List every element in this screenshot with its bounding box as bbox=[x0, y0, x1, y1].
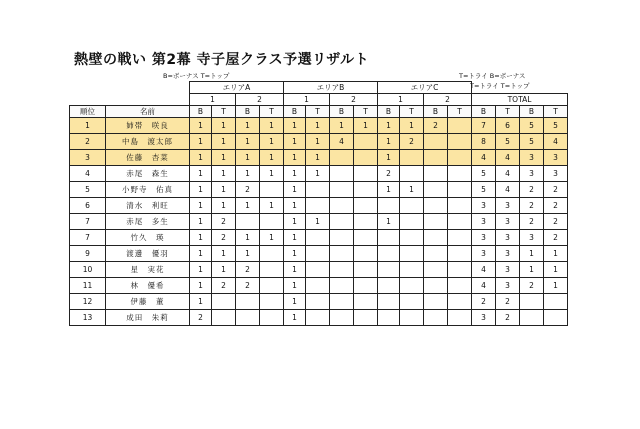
area-a-score-cell: 2 bbox=[236, 182, 260, 198]
area-c-score-cell bbox=[448, 278, 472, 294]
area-b-score-cell bbox=[354, 262, 378, 278]
area-a-score-cell: 1 bbox=[212, 134, 236, 150]
area-a-score-cell: 1 bbox=[190, 230, 212, 246]
area-a-score-cell bbox=[260, 310, 284, 326]
area-c-score-cell bbox=[400, 198, 424, 214]
area-c-score-cell bbox=[448, 134, 472, 150]
bt-header: B bbox=[424, 106, 448, 118]
area-a-score-cell: 1 bbox=[236, 150, 260, 166]
area-c-score-cell bbox=[448, 214, 472, 230]
area-c-score-cell bbox=[424, 230, 448, 246]
total-bt-header: B bbox=[520, 106, 544, 118]
rank-cell: 2 bbox=[70, 134, 106, 150]
area-a-score-cell: 1 bbox=[190, 278, 212, 294]
area-c-score-cell bbox=[448, 294, 472, 310]
rank-cell: 6 bbox=[70, 198, 106, 214]
area-a-score-cell: 1 bbox=[190, 246, 212, 262]
name-cell: 赤尾 森生 bbox=[106, 166, 190, 182]
total-header: TOTAL bbox=[472, 94, 568, 106]
area-b-score-cell bbox=[354, 214, 378, 230]
total-score-cell: 5 bbox=[520, 118, 544, 134]
area-b-score-cell: 1 bbox=[306, 214, 330, 230]
total-bt-header: T bbox=[496, 106, 520, 118]
legend-note-right-bottom: T=トライ T=トップ bbox=[470, 82, 530, 90]
area-c-score-cell bbox=[400, 310, 424, 326]
total-score-cell: 3 bbox=[520, 230, 544, 246]
total-score-cell: 6 bbox=[496, 118, 520, 134]
page-title: 熱壁の戦い 第2幕 寺子屋クラス予選リザルト bbox=[74, 52, 370, 68]
problem-number: 2 bbox=[424, 94, 472, 106]
area-c-score-cell bbox=[400, 230, 424, 246]
name-cell: 中島 渡太郎 bbox=[106, 134, 190, 150]
total-score-cell: 2 bbox=[520, 214, 544, 230]
area-a-score-cell: 2 bbox=[236, 262, 260, 278]
total-score-cell: 2 bbox=[472, 294, 496, 310]
area-a-score-cell bbox=[260, 262, 284, 278]
area-a-score-cell: 1 bbox=[212, 118, 236, 134]
blank-cell bbox=[106, 82, 190, 94]
area-a-score-cell: 2 bbox=[212, 214, 236, 230]
area-b-score-cell bbox=[354, 230, 378, 246]
name-cell: 赤尾 多生 bbox=[106, 214, 190, 230]
rank-cell: 9 bbox=[70, 246, 106, 262]
area-b-score-cell bbox=[354, 246, 378, 262]
area-a-score-cell bbox=[212, 294, 236, 310]
area-c-score-cell: 1 bbox=[400, 182, 424, 198]
area-a-score-cell bbox=[260, 294, 284, 310]
area-b-score-cell bbox=[306, 278, 330, 294]
blank-cell bbox=[70, 94, 106, 106]
area-a-score-cell: 1 bbox=[212, 246, 236, 262]
area-b-score-cell: 1 bbox=[284, 310, 306, 326]
name-cell: 姉帯 咲良 bbox=[106, 118, 190, 134]
problem-number: 1 bbox=[284, 94, 330, 106]
area-b-score-cell: 1 bbox=[354, 118, 378, 134]
area-b-score-cell bbox=[306, 246, 330, 262]
area-b-score-cell: 1 bbox=[284, 262, 306, 278]
area-b-score-cell bbox=[330, 214, 354, 230]
total-score-cell: 5 bbox=[496, 134, 520, 150]
area-b-score-cell: 1 bbox=[284, 214, 306, 230]
area-c-score-cell: 1 bbox=[378, 214, 400, 230]
area-b-score-cell bbox=[306, 230, 330, 246]
table-row bbox=[70, 214, 568, 230]
area-c-score-cell bbox=[424, 166, 448, 182]
name-cell: 竹久 瑛 bbox=[106, 230, 190, 246]
area-c-score-cell bbox=[400, 278, 424, 294]
area-b-score-cell bbox=[354, 198, 378, 214]
area-c-score-cell bbox=[378, 198, 400, 214]
area-b-score-cell: 1 bbox=[306, 166, 330, 182]
area-c-score-cell bbox=[448, 166, 472, 182]
total-score-cell: 3 bbox=[520, 150, 544, 166]
area-a-score-cell bbox=[260, 182, 284, 198]
name-cell: 渡邊 優羽 bbox=[106, 246, 190, 262]
area-b-score-cell: 1 bbox=[306, 118, 330, 134]
area-a-score-cell: 1 bbox=[212, 182, 236, 198]
area-c-score-cell bbox=[378, 246, 400, 262]
area-b-score-cell: 1 bbox=[306, 150, 330, 166]
bt-header: T bbox=[354, 106, 378, 118]
table-row bbox=[70, 262, 568, 278]
area-a-score-cell: 1 bbox=[236, 198, 260, 214]
area-c-score-cell bbox=[400, 150, 424, 166]
name-cell: 林 優希 bbox=[106, 278, 190, 294]
total-score-cell: 3 bbox=[496, 214, 520, 230]
total-score-cell: 3 bbox=[472, 198, 496, 214]
total-score-cell: 4 bbox=[496, 166, 520, 182]
area-a-score-cell: 1 bbox=[212, 166, 236, 182]
total-score-cell: 7 bbox=[472, 118, 496, 134]
total-score-cell: 5 bbox=[472, 166, 496, 182]
area-b-score-cell bbox=[330, 198, 354, 214]
total-score-cell: 3 bbox=[520, 166, 544, 182]
area-a-score-cell: 2 bbox=[190, 310, 212, 326]
area-c-score-cell bbox=[448, 262, 472, 278]
area-b-score-cell bbox=[330, 182, 354, 198]
total-score-cell: 1 bbox=[544, 278, 568, 294]
total-score-cell: 3 bbox=[496, 278, 520, 294]
name-cell: 佐藤 杏菜 bbox=[106, 150, 190, 166]
table-row bbox=[70, 134, 568, 150]
area-a-score-cell bbox=[236, 310, 260, 326]
table-row bbox=[70, 278, 568, 294]
table-row bbox=[70, 166, 568, 182]
area-c-score-cell bbox=[424, 246, 448, 262]
area-a-score-cell: 1 bbox=[236, 134, 260, 150]
area-c-score-cell bbox=[448, 118, 472, 134]
area-c-score-cell bbox=[400, 246, 424, 262]
table-row bbox=[70, 198, 568, 214]
area-a-score-cell: 1 bbox=[212, 262, 236, 278]
total-score-cell: 1 bbox=[520, 246, 544, 262]
bt-header: B bbox=[378, 106, 400, 118]
area-b-score-cell bbox=[330, 230, 354, 246]
area-c-score-cell bbox=[424, 214, 448, 230]
total-bt-header: B bbox=[472, 106, 496, 118]
name-cell: 成田 朱莉 bbox=[106, 310, 190, 326]
area-c-score-cell bbox=[424, 134, 448, 150]
area-c-score-cell: 2 bbox=[378, 166, 400, 182]
area-c-header: エリアC bbox=[378, 82, 472, 94]
bt-header: T bbox=[306, 106, 330, 118]
area-c-score-cell bbox=[448, 182, 472, 198]
area-b-score-cell: 1 bbox=[330, 118, 354, 134]
area-b-score-cell bbox=[306, 198, 330, 214]
area-a-score-cell: 1 bbox=[190, 198, 212, 214]
area-b-score-cell bbox=[330, 150, 354, 166]
total-score-cell bbox=[544, 294, 568, 310]
area-b-score-cell: 1 bbox=[284, 166, 306, 182]
area-b-score-cell bbox=[306, 294, 330, 310]
total-score-cell: 8 bbox=[472, 134, 496, 150]
area-b-score-cell: 1 bbox=[284, 198, 306, 214]
area-c-score-cell: 1 bbox=[378, 182, 400, 198]
total-score-cell: 4 bbox=[472, 262, 496, 278]
area-b-score-cell bbox=[330, 166, 354, 182]
total-bt-header: T bbox=[544, 106, 568, 118]
bt-header: B bbox=[236, 106, 260, 118]
rank-cell: 13 bbox=[70, 310, 106, 326]
rank-header: 順位 bbox=[70, 106, 106, 118]
total-score-cell: 2 bbox=[496, 294, 520, 310]
problem-number: 2 bbox=[330, 94, 378, 106]
total-score-cell: 5 bbox=[472, 182, 496, 198]
area-a-score-cell: 2 bbox=[212, 278, 236, 294]
area-b-score-cell bbox=[354, 166, 378, 182]
area-a-score-cell: 1 bbox=[260, 230, 284, 246]
blank-cell bbox=[70, 82, 106, 94]
rank-cell: 7 bbox=[70, 230, 106, 246]
name-cell: 小野寺 佑真 bbox=[106, 182, 190, 198]
total-score-cell: 3 bbox=[496, 262, 520, 278]
bt-header: B bbox=[330, 106, 354, 118]
area-c-score-cell bbox=[400, 166, 424, 182]
area-b-score-cell bbox=[306, 182, 330, 198]
total-score-cell: 3 bbox=[472, 214, 496, 230]
area-a-score-cell: 1 bbox=[190, 262, 212, 278]
total-score-cell: 2 bbox=[520, 182, 544, 198]
total-score-cell: 3 bbox=[496, 246, 520, 262]
total-score-cell: 5 bbox=[520, 134, 544, 150]
area-a-score-cell: 1 bbox=[190, 166, 212, 182]
area-c-score-cell: 1 bbox=[378, 150, 400, 166]
area-a-score-cell bbox=[212, 310, 236, 326]
results-table bbox=[69, 81, 568, 326]
total-score-cell: 4 bbox=[472, 150, 496, 166]
name-cell: 伊藤 董 bbox=[106, 294, 190, 310]
table-row bbox=[70, 150, 568, 166]
rank-cell: 7 bbox=[70, 214, 106, 230]
rank-cell: 1 bbox=[70, 118, 106, 134]
rank-cell: 11 bbox=[70, 278, 106, 294]
area-a-score-cell bbox=[236, 294, 260, 310]
bt-header: T bbox=[212, 106, 236, 118]
total-score-cell: 2 bbox=[496, 310, 520, 326]
area-b-score-cell bbox=[354, 134, 378, 150]
area-c-score-cell bbox=[378, 230, 400, 246]
table-row bbox=[70, 230, 568, 246]
area-a-score-cell bbox=[260, 278, 284, 294]
area-a-score-cell: 1 bbox=[260, 198, 284, 214]
area-b-score-cell bbox=[306, 262, 330, 278]
area-c-score-cell bbox=[424, 182, 448, 198]
bt-header: T bbox=[400, 106, 424, 118]
area-c-score-cell bbox=[400, 262, 424, 278]
table-row bbox=[70, 182, 568, 198]
area-b-score-cell bbox=[330, 310, 354, 326]
area-b-score-cell bbox=[354, 182, 378, 198]
area-a-score-cell: 1 bbox=[190, 150, 212, 166]
area-c-score-cell bbox=[448, 230, 472, 246]
area-c-score-cell: 1 bbox=[378, 134, 400, 150]
total-score-cell: 4 bbox=[496, 182, 520, 198]
total-score-cell: 3 bbox=[472, 246, 496, 262]
area-b-score-cell bbox=[330, 278, 354, 294]
area-b-score-cell bbox=[354, 150, 378, 166]
area-a-score-cell: 1 bbox=[190, 294, 212, 310]
area-c-score-cell bbox=[448, 198, 472, 214]
rank-cell: 12 bbox=[70, 294, 106, 310]
total-score-cell: 5 bbox=[544, 118, 568, 134]
area-c-score-cell bbox=[424, 310, 448, 326]
total-score-cell: 3 bbox=[472, 230, 496, 246]
legend-note-right-top: T=トライ B=ボーナス bbox=[459, 72, 526, 80]
area-a-score-cell: 2 bbox=[212, 230, 236, 246]
total-score-cell: 3 bbox=[496, 198, 520, 214]
total-score-cell: 3 bbox=[472, 310, 496, 326]
blank-cell bbox=[472, 82, 568, 94]
area-a-score-cell bbox=[260, 214, 284, 230]
area-c-score-cell bbox=[378, 278, 400, 294]
area-b-header: エリアB bbox=[284, 82, 378, 94]
rank-cell: 5 bbox=[70, 182, 106, 198]
area-a-score-cell bbox=[236, 214, 260, 230]
area-b-score-cell bbox=[354, 278, 378, 294]
area-b-score-cell: 1 bbox=[284, 294, 306, 310]
area-b-score-cell: 1 bbox=[284, 118, 306, 134]
area-c-score-cell bbox=[448, 246, 472, 262]
total-score-cell: 4 bbox=[496, 150, 520, 166]
problem-number: 2 bbox=[236, 94, 284, 106]
area-a-score-cell: 1 bbox=[236, 230, 260, 246]
area-b-score-cell bbox=[354, 310, 378, 326]
name-cell: 清水 利旺 bbox=[106, 198, 190, 214]
rank-cell: 10 bbox=[70, 262, 106, 278]
bt-header: B bbox=[190, 106, 212, 118]
total-score-cell: 2 bbox=[544, 198, 568, 214]
bt-header: B bbox=[284, 106, 306, 118]
problem-number: 1 bbox=[378, 94, 424, 106]
total-score-cell: 4 bbox=[544, 134, 568, 150]
total-score-cell: 2 bbox=[544, 182, 568, 198]
area-b-score-cell bbox=[354, 294, 378, 310]
area-c-score-cell: 1 bbox=[400, 118, 424, 134]
total-score-cell: 2 bbox=[520, 198, 544, 214]
area-a-score-cell: 1 bbox=[236, 246, 260, 262]
area-a-score-cell: 2 bbox=[236, 278, 260, 294]
name-header: 名前 bbox=[106, 106, 190, 118]
area-b-score-cell bbox=[306, 310, 330, 326]
area-a-score-cell: 1 bbox=[260, 150, 284, 166]
area-b-score-cell: 1 bbox=[306, 134, 330, 150]
area-a-score-cell: 1 bbox=[190, 118, 212, 134]
area-a-score-cell: 1 bbox=[212, 150, 236, 166]
area-c-score-cell bbox=[424, 294, 448, 310]
area-b-score-cell bbox=[330, 262, 354, 278]
area-a-header: エリアA bbox=[190, 82, 284, 94]
table-row bbox=[70, 294, 568, 310]
area-a-score-cell: 1 bbox=[236, 166, 260, 182]
problem-number: 1 bbox=[190, 94, 236, 106]
area-c-score-cell bbox=[424, 278, 448, 294]
area-b-score-cell bbox=[330, 246, 354, 262]
area-a-score-cell: 1 bbox=[190, 214, 212, 230]
area-a-score-cell: 1 bbox=[260, 166, 284, 182]
area-b-score-cell: 4 bbox=[330, 134, 354, 150]
total-score-cell: 2 bbox=[520, 278, 544, 294]
area-c-score-cell bbox=[424, 262, 448, 278]
table-row bbox=[70, 118, 568, 134]
bt-header: T bbox=[448, 106, 472, 118]
area-c-score-cell bbox=[424, 198, 448, 214]
total-score-cell: 3 bbox=[496, 230, 520, 246]
area-c-score-cell bbox=[448, 150, 472, 166]
total-score-cell: 2 bbox=[544, 214, 568, 230]
area-b-score-cell bbox=[330, 294, 354, 310]
area-c-score-cell bbox=[400, 214, 424, 230]
total-score-cell: 3 bbox=[544, 150, 568, 166]
area-c-score-cell bbox=[378, 310, 400, 326]
area-a-score-cell: 1 bbox=[190, 182, 212, 198]
total-score-cell: 1 bbox=[520, 262, 544, 278]
area-c-score-cell bbox=[424, 150, 448, 166]
area-a-score-cell: 1 bbox=[190, 134, 212, 150]
total-score-cell: 3 bbox=[544, 166, 568, 182]
rank-cell: 3 bbox=[70, 150, 106, 166]
blank-cell bbox=[106, 94, 190, 106]
legend-note-left: B=ボーナス T=トップ bbox=[163, 72, 230, 80]
area-c-score-cell bbox=[448, 310, 472, 326]
area-c-score-cell bbox=[378, 294, 400, 310]
area-c-score-cell: 2 bbox=[424, 118, 448, 134]
bt-header: T bbox=[260, 106, 284, 118]
total-score-cell bbox=[520, 310, 544, 326]
area-a-score-cell bbox=[260, 246, 284, 262]
table-row bbox=[70, 246, 568, 262]
area-b-score-cell: 1 bbox=[284, 182, 306, 198]
area-b-score-cell: 1 bbox=[284, 150, 306, 166]
total-score-cell: 1 bbox=[544, 262, 568, 278]
area-b-score-cell: 1 bbox=[284, 230, 306, 246]
area-b-score-cell: 1 bbox=[284, 246, 306, 262]
total-score-cell: 2 bbox=[544, 230, 568, 246]
area-a-score-cell: 1 bbox=[212, 198, 236, 214]
area-a-score-cell: 1 bbox=[236, 118, 260, 134]
total-score-cell: 1 bbox=[544, 246, 568, 262]
area-a-score-cell: 1 bbox=[260, 134, 284, 150]
total-score-cell bbox=[520, 294, 544, 310]
total-score-cell bbox=[544, 310, 568, 326]
area-b-score-cell: 1 bbox=[284, 134, 306, 150]
rank-cell: 4 bbox=[70, 166, 106, 182]
table-row bbox=[70, 310, 568, 326]
area-c-score-cell: 2 bbox=[400, 134, 424, 150]
area-b-score-cell: 1 bbox=[284, 278, 306, 294]
total-score-cell: 4 bbox=[472, 278, 496, 294]
area-c-score-cell: 1 bbox=[378, 118, 400, 134]
area-c-score-cell bbox=[400, 294, 424, 310]
name-cell: 星 実花 bbox=[106, 262, 190, 278]
area-c-score-cell bbox=[378, 262, 400, 278]
area-a-score-cell: 1 bbox=[260, 118, 284, 134]
